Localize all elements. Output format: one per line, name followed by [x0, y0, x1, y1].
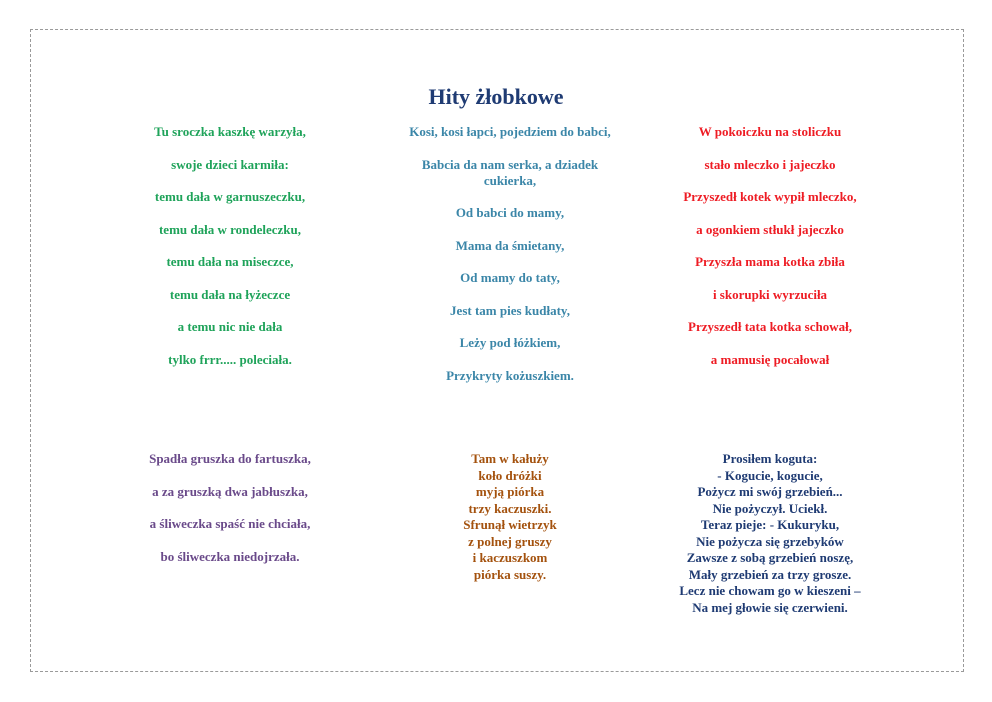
poem-line: Mały grzebień za trzy grosze.	[688, 566, 852, 582]
poem-line: - Kogucie, kogucie,	[717, 467, 823, 483]
poem-line: a mamusię pocałował	[710, 351, 830, 367]
poem-line: Spadła gruszka do fartuszka,	[149, 451, 311, 466]
poem-line: temu dała w rondeleczku,	[158, 221, 302, 237]
poem-line: Na mej głowie się czerwieni.	[692, 599, 848, 615]
poem-line: Przyszedł tata kotka schował,	[688, 319, 852, 334]
poem-line: myją piórka	[475, 484, 545, 499]
poem-line: trzy kaczuszki.	[468, 500, 552, 516]
poem-line: tylko frrr..... poleciała.	[168, 351, 292, 367]
poem-pokoiczek	[655, 124, 885, 384]
poem-line: Sfrunął wietrzyk	[463, 517, 557, 532]
poem-line: i kaczuszkom	[472, 550, 548, 565]
poem-line: z polnej gruszy	[468, 533, 552, 549]
poem-line: Jest tam pies kudłaty,	[450, 302, 570, 318]
poem-line: Przyszedł kotek wypił mleczko,	[683, 189, 857, 204]
poem-line: Teraz pieje: - Kukuryku,	[700, 517, 840, 532]
poem-line: Od babci do mamy,	[455, 205, 565, 220]
poem-line: Nie pożycza się grzebyków	[696, 533, 844, 549]
poem-line: a śliweczka spaść nie chciała,	[149, 516, 311, 531]
poem-kosi-lapci	[395, 124, 625, 400]
poem-line: Tu sroczka kaszkę warzyła,	[154, 124, 306, 139]
document-title: Hity żłobkowe	[428, 84, 564, 109]
poem-line: piórka suszy.	[473, 566, 547, 582]
poem-line: stało mleczko i jajeczko	[704, 156, 836, 172]
poem-line: Pożycz mi swój grzebień...	[697, 484, 843, 499]
poem-line: bo śliweczka niedojrzała.	[160, 548, 300, 564]
poem-line: i skorupki wyrzuciła	[712, 286, 828, 302]
poem-line: temu dała w garnuszeczku,	[154, 189, 306, 204]
poem-line: Kosi, kosi łapci, pojedziem do babci,	[409, 124, 611, 139]
poem-line: koło dróżki	[478, 467, 542, 483]
poem-line: Prosiłem koguta:	[722, 451, 818, 466]
poem-line: Tam w kałuży	[471, 451, 549, 466]
poem-line: Przyszła mama kotka zbiła	[695, 254, 845, 269]
poem-line: a za gruszką dwa jabłuszka,	[152, 483, 308, 499]
poem-line: swoje dzieci karmiła:	[171, 156, 289, 172]
poem-line: Zawsze z sobą grzebień noszę,	[686, 550, 854, 565]
poem-line: temu dała na łyżeczce	[169, 286, 291, 302]
poem-line: Leży pod łóżkiem,	[459, 335, 561, 350]
poem-line: temu dała na miseczce,	[166, 254, 294, 269]
poem-line: a ogonkiem stłukł jajeczko	[696, 221, 844, 237]
poem-kaluza	[395, 451, 625, 583]
poem-line: Lecz nie chowam go w kieszeni –	[679, 583, 861, 598]
poem-line: Babcia da nam serka, a dziadek cukierka,	[421, 156, 599, 188]
poem-line: Przykryty kożuszkiem.	[446, 367, 574, 383]
poem-line: Mama da śmietany,	[455, 237, 565, 253]
poem-line: Nie pożyczył. Uciekł.	[712, 500, 828, 516]
poem-line: a temu nic nie dała	[177, 319, 283, 334]
poem-line: W pokoiczku na stoliczku	[698, 124, 842, 139]
poem-line: Od mamy do taty,	[460, 270, 560, 285]
poem-sroczka	[115, 124, 345, 384]
poem-gruszka	[115, 451, 345, 581]
poem-kogut	[655, 451, 885, 616]
